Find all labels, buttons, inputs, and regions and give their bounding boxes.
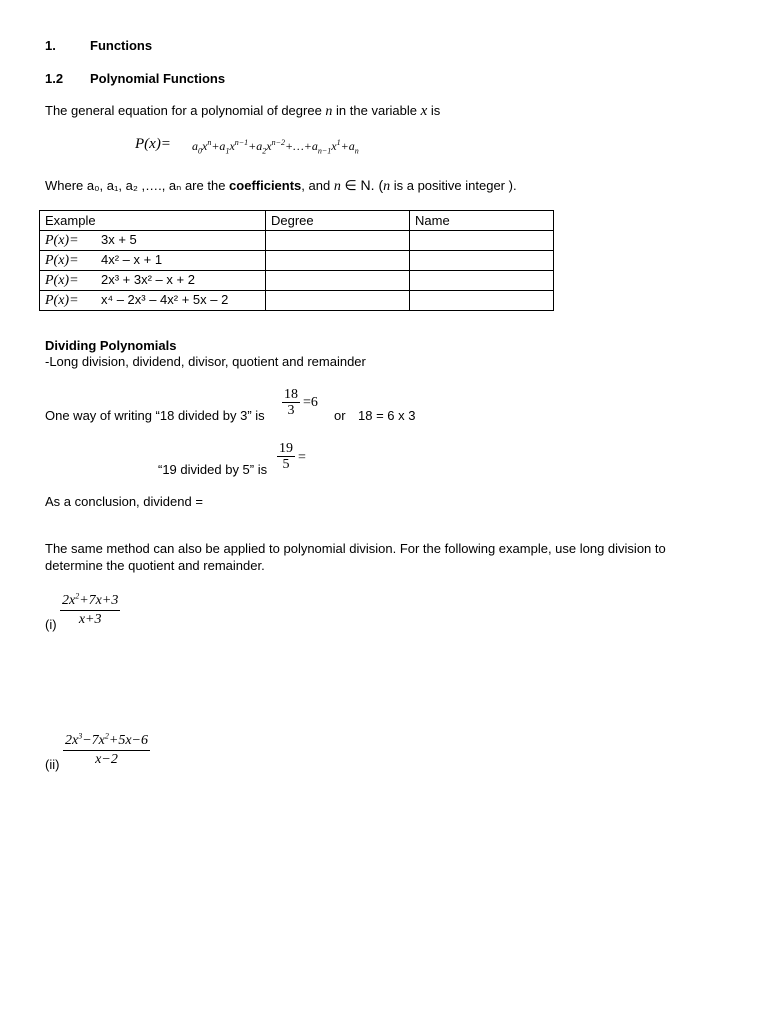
example-cell xyxy=(40,251,266,271)
equation-rhs: $a_0x^n+a_1x^{n-1}+a_2x^{n-2}+\dots+a_{n-1}x^1+a_n$ xyxy=(192,138,359,156)
subsection-title: Polynomial Functions xyxy=(90,71,226,86)
fraction-denominator: x−2 xyxy=(95,752,118,767)
example-expression: x⁴ – 2x³ – 4x² + 5x – 2 xyxy=(101,292,229,307)
intro-line xyxy=(45,103,440,120)
polynomial-example-table xyxy=(39,210,554,311)
where-text-4: is a positive integer ). xyxy=(393,178,517,193)
example-expression: 4x² – x + 1 xyxy=(101,252,163,267)
p-of-x-label: P(x)= xyxy=(45,253,79,268)
example1-text: One way of writing “18 divided by 3” is xyxy=(45,408,265,423)
method-line-2: determine the quotient and remainder. xyxy=(45,558,265,573)
name-cell[interactable] xyxy=(410,251,554,271)
example1-result: =6 xyxy=(303,395,318,410)
fraction-19-over-5 xyxy=(277,441,295,472)
section-title: Functions xyxy=(90,38,153,53)
degree-cell[interactable] xyxy=(266,291,410,311)
conclusion-line: As a conclusion, dividend = xyxy=(45,494,203,509)
where-text-2: , and xyxy=(301,178,331,193)
fraction-denominator: x+3 xyxy=(78,612,102,627)
fraction-18-over-3 xyxy=(282,387,300,418)
header-name: Name xyxy=(410,211,554,231)
table-row xyxy=(40,251,554,271)
example1-or: or xyxy=(334,408,346,423)
example2-text: “19 divided by 5” is xyxy=(158,462,268,477)
where-text-1: Where a₀, a₁, a₂ ,…., aₙ are the xyxy=(45,178,226,193)
dividing-subline: -Long division, dividend, divisor, quotient and remainder xyxy=(45,354,366,369)
name-cell[interactable] xyxy=(410,271,554,291)
p-of-x-label: P(x)= xyxy=(45,233,79,248)
example-expression: 2x³ + 3x² – x + 2 xyxy=(101,272,195,287)
intro-text-2: in the variable xyxy=(336,103,417,118)
example-expression: 3x + 5 xyxy=(101,232,137,247)
example1-alt: 18 = 6 x 3 xyxy=(358,408,416,423)
fraction-numerator: $2x^2+7x+3$ xyxy=(60,592,120,611)
example-cell xyxy=(40,231,266,251)
table-row xyxy=(40,231,554,251)
table-row xyxy=(40,291,554,311)
intro-text-3: is xyxy=(430,103,441,118)
example-cell xyxy=(40,291,266,311)
problem-i-fraction xyxy=(60,592,120,628)
intro-text-1: The general equation for a polynomial of degree xyxy=(45,103,322,118)
example-cell xyxy=(40,271,266,291)
fraction-numerator: $2x^3-7x^2+5x-6$ xyxy=(63,732,150,751)
table-row xyxy=(40,271,554,291)
table-header-row xyxy=(40,211,554,231)
header-example: Example xyxy=(40,211,266,231)
degree-cell[interactable] xyxy=(266,231,410,251)
problem-label: (ii) xyxy=(45,757,60,772)
degree-cell[interactable] xyxy=(266,271,410,291)
coefficients-term: coefficients xyxy=(229,178,302,193)
fraction-denominator: 5 xyxy=(282,457,290,472)
where-text-3: ∈ N. ( xyxy=(344,177,384,193)
fraction-numerator: 18 xyxy=(284,387,298,402)
degree-cell[interactable] xyxy=(266,251,410,271)
p-of-x-label: P(x)= xyxy=(45,273,79,288)
problem-ii-fraction xyxy=(63,732,150,768)
dividing-heading: Dividing Polynomials xyxy=(45,338,177,353)
fraction-numerator: 19 xyxy=(279,441,293,456)
section-number: 1. xyxy=(45,38,56,53)
equation-lhs: P(x)= xyxy=(135,136,171,152)
example2-result: = xyxy=(298,450,306,465)
fraction-denominator: 3 xyxy=(287,403,295,418)
problem-label: (i) xyxy=(45,617,57,632)
where-line xyxy=(45,177,517,195)
name-cell[interactable] xyxy=(410,291,554,311)
subsection-number: 1.2 xyxy=(45,71,64,86)
where-var-n2: n xyxy=(383,179,391,194)
name-cell[interactable] xyxy=(410,231,554,251)
p-of-x-label: P(x)= xyxy=(45,293,79,308)
intro-var-x: x xyxy=(420,103,428,119)
header-degree: Degree xyxy=(266,211,410,231)
method-line-1: The same method can also be applied to polynomial division. For the following example, use long division to xyxy=(45,541,666,556)
where-var-n: n xyxy=(333,179,341,194)
intro-var-n: n xyxy=(325,104,333,119)
